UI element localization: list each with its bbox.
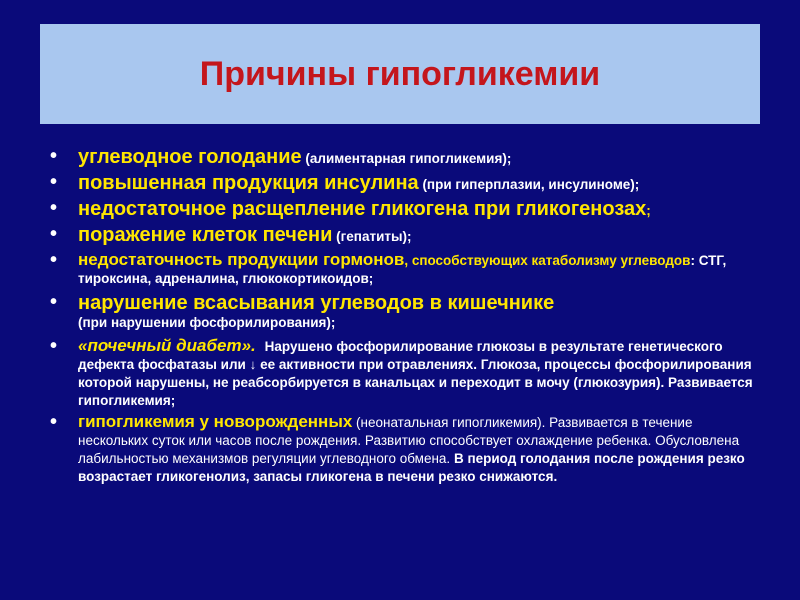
bullet-icon: •: [50, 335, 58, 357]
item-note: ;: [646, 203, 651, 218]
bullet-icon: •: [50, 249, 58, 271]
item-main: недостаточное расщепление гликогена при гликогенозах: [78, 198, 647, 220]
list-item: [46, 172, 756, 194]
bullet-icon: •: [50, 197, 58, 219]
list-item: [46, 412, 756, 486]
item-note-highlight: , способствующих катаболизму углеводов: [404, 253, 691, 268]
item-note: (при нарушении фосфорилирования);: [78, 315, 336, 330]
bullet-icon: •: [50, 171, 58, 193]
list-item: [46, 336, 756, 410]
bullet-icon: •: [50, 145, 58, 167]
bullet-icon: •: [50, 223, 58, 245]
item-note: (при гиперплазии, инсулиноме);: [418, 177, 640, 192]
item-note-plain: (неонатальная гипогликемия). Развивается в течение нескольких суток или часов после рождения. Развитию способствует охлаждение ребенка. Обусловлена лабильностью механизмов регуляции углеводного обмена.: [78, 415, 740, 466]
list-item: [46, 250, 756, 288]
item-main: углеводное голодание: [78, 146, 302, 168]
bullet-icon: •: [50, 291, 58, 313]
list-item: [46, 198, 756, 220]
bullet-icon: •: [50, 411, 58, 433]
slide-title: Причины гипогликемии: [199, 54, 601, 93]
item-main: недостаточность продукции гормонов: [78, 250, 405, 269]
item-main: нарушение всасывания углеводов в кишечнике: [78, 292, 555, 314]
title-box: [40, 24, 760, 124]
item-main: «почечный диабет».: [78, 336, 256, 355]
item-note: (гепатиты);: [332, 229, 412, 244]
list-item: [46, 224, 756, 246]
item-note: (алиментарная гипогликемия);: [301, 151, 512, 166]
causes-list: [46, 146, 756, 490]
item-note: В период голодания после рождения резко возрастает гликогенолиз, запасы гликогена в печени резко снижаются.: [78, 451, 745, 484]
item-note: Нарушено фосфорилирование глюкозы в результате генетического дефекта фосфатазы или ↓ ее активности при отравлениях. Глюкоза, процессы фосфорилирования которой нарушены, не реабсорбируется в канальцах и переходит в мочу (глюкозурия). Развивается гипогликемия;: [78, 339, 753, 408]
list-item: [46, 292, 756, 332]
item-note: : СТГ, тироксина, адреналина, глюкокортикоидов;: [78, 253, 727, 286]
item-main: гипогликемия у новорожденных: [78, 412, 353, 431]
item-main: поражение клеток печени: [78, 224, 333, 246]
list-item: [46, 146, 756, 168]
item-main: повышенная продукция инсулина: [78, 172, 419, 194]
